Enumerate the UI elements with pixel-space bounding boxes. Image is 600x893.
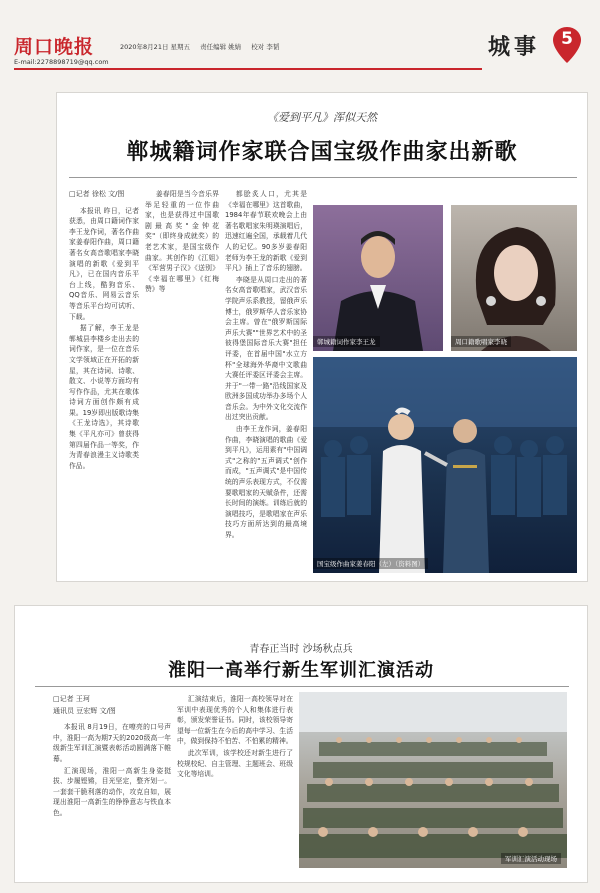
article2-subtitle: 青春正当时 沙场秋点兵: [249, 644, 353, 655]
article2-rule: [35, 686, 569, 687]
header-rule: [14, 68, 482, 70]
paragraph: 李晓是从周口走出的著名女高音歌唱家，武汉音乐学院声乐系教授，留俄声乐博士，俄罗斯华人音乐家协会主席。曾在"俄罗斯国际声乐大赛""世界艺术中的圣彼得堡国际音乐大赛"担任评委，在首届中国"水立方杯"全球海外华裔中文歌曲大赛任评委区评委会主席。并于"一带一路"沿线国家及欧洲多国成功举办多场个人音乐会。为中外文化交流作出过突出贡献。: [225, 275, 307, 422]
paragraph: 本报讯 昨日，记者获悉，由周口籍词作家李王龙作词，著名作曲家姜春阳作曲，周口籍著名女高音歌唱家李晓演唱的新歌《爱到平凡》，已在国内音乐平台上线，酷狗音乐、QQ音乐、网易云音乐等音乐平台均可试听、下载。: [69, 206, 139, 321]
photo-singer: [451, 205, 577, 351]
photo1-caption: 郸城籍词作家李王龙: [313, 336, 380, 347]
masthead: [0, 0, 600, 78]
portrait-man-image: [313, 205, 443, 351]
paragraph: 此次军训，该学校还对新生进行了校规校纪、自主管理、主题班会、班级文化等培训。: [177, 748, 293, 779]
portrait-woman-image: [451, 205, 577, 351]
paragraph: 本报讯 8月19日，在嘹亮的口号声中，淮阳一高为期7天的2020级高一年级新生军训汇演暨表彰活动圆满落下帷幕。: [53, 723, 171, 763]
page-number: 5: [561, 29, 573, 49]
dateline: [120, 42, 287, 51]
marching-students-image: [299, 692, 567, 868]
paragraph: 姜春阳是当今音乐界举足轻重的一位作曲家，也是获得过中国歌剧最高奖"金钟花奖"（即终身成就奖）的老艺术家，是国宝级作曲家。其创作的《江姐》《军营男子汉》《送别》《幸福在哪里》《红梅赞》等: [145, 190, 219, 294]
email-address: E-mail:2278898719@qq.com: [14, 58, 109, 66]
paragraph: 汇演结束后，淮阳一高校领导对在军训中表现优秀的个人和集体进行表彰，颁发荣誉证书。同时，该校领导寄望每一位新生在今后的高中学习、生活中，做到保持不怕苦、不怕累的精神。: [177, 695, 293, 746]
photo2-caption: 周口籍歌唱家李晓: [451, 336, 511, 347]
photo-lyricist: [313, 205, 443, 351]
article2-column-1: [53, 694, 171, 878]
proofreader-credit: 校对 李韬: [251, 43, 280, 51]
article2-column-2: [177, 694, 293, 878]
article1-rule: [69, 177, 577, 178]
article2-byline-reporter: □记者 王珂: [53, 695, 90, 703]
article2-headline: 淮阳一高举行新生军训汇演活动: [168, 660, 434, 681]
article1-column-1: [69, 189, 139, 577]
article1-subtitle: 《爱到平凡》浑似天然: [267, 111, 377, 124]
photo3-caption: 国宝级作曲家姜春阳（左）（资料图）: [313, 558, 428, 569]
article-songwriter: [56, 92, 588, 582]
photo4-caption: 军训汇演活动现场: [501, 853, 561, 864]
page-number-badge: [552, 26, 582, 64]
issue-date: 2020年8月21日 星期五: [120, 43, 191, 51]
article2-byline-correspondent: 通讯员 豆宏辉 文/图: [53, 706, 116, 715]
photo-training: [299, 692, 567, 868]
article1-byline: □记者 徐松 文/图: [69, 190, 125, 198]
paragraph: 据了解，李王龙是郸城县李楼乡走出去的词作家，是一位在音乐文学领域正在开拓的新星，其在诗词、诗歌、散文、小说等方面均有写作作品，尤其在歌体诗词方面创作颇有成果。19岁即出版歌诗集《王龙诗选》，其诗歌集《平凡亦可》曾获得第四届作品一等奖，作为青春浪漫主义诗歌类作品。: [69, 324, 139, 470]
newspaper-logo: 周口晚报: [14, 36, 95, 58]
orchestra-scene-image: [313, 357, 577, 573]
article-military-training: [14, 605, 588, 883]
paragraph: 都脍炙人口，尤其是《幸福在哪里》这首歌曲，1984年春节联欢晚会上由著名歌唱家朱明瑛演唱后，迅速红遍全国，承载着几代人的记忆。90多岁姜春阳老师为李王龙的新歌《爱到平凡》插上了音乐的翅膀。: [225, 190, 307, 273]
paragraph: 由李王龙作词，姜春阳作曲，李晓演唱的歌曲《爱到平凡》，运用素有"中国调式"之称的"五声调式"创作而成，"五声调式"是中国传统的声乐表现方式，不仅需要歌唱家的天赋条件，还需长时间的演练。训练后就的演唱技巧，是歌唱家在声乐技巧方面所达到的最高境界。: [225, 425, 307, 539]
article1-column-2: [145, 189, 219, 577]
article1-headline: 郸城籍词作家联合国宝级作曲家出新歌: [126, 139, 518, 165]
editor-credit: 责任编辑 姚婧: [200, 43, 242, 51]
section-title: 城事: [488, 34, 541, 60]
photo-composer: [313, 357, 577, 573]
article1-column-3: [225, 189, 307, 539]
paragraph: 汇演现场，淮阳一高新生身姿挺拔、步履铿锵，目光坚定，整齐划一。一套套干脆利落的动作，攻克自如，展现出淮阳一高新生的铮铮意志与铁血本色。: [53, 766, 171, 817]
